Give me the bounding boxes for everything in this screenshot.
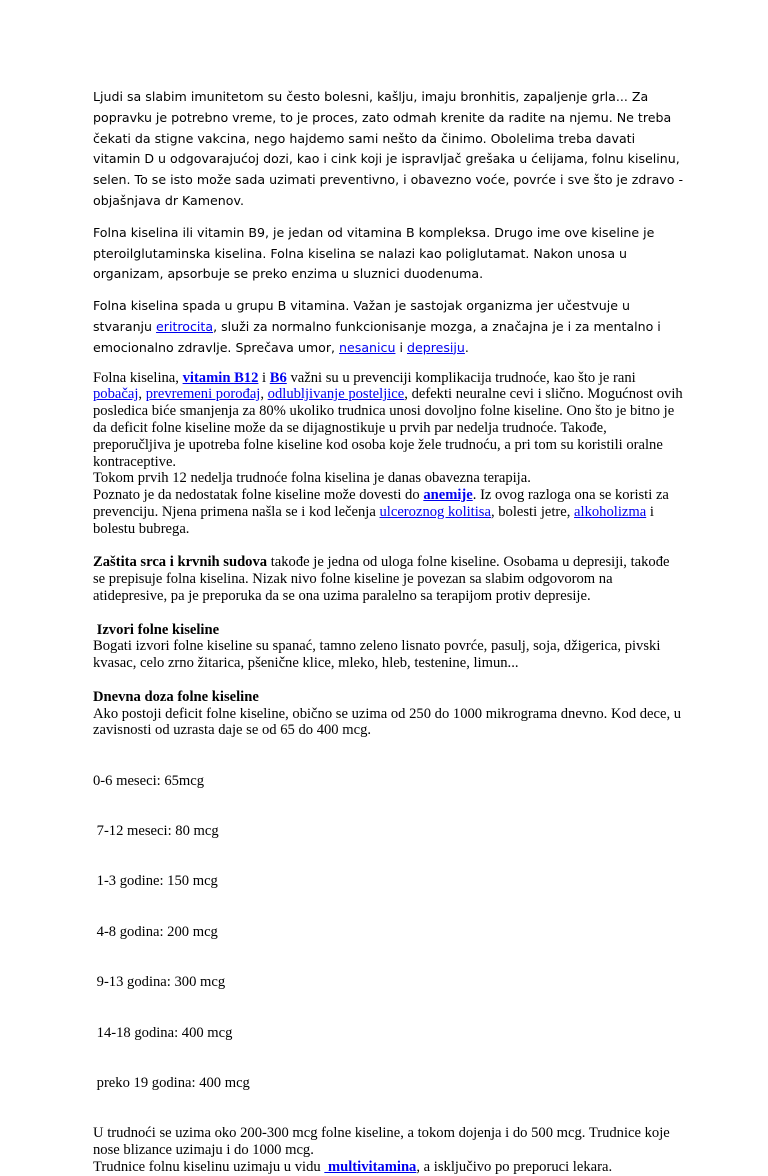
text-span: , — [260, 386, 268, 403]
text-span: , bolesti jetre, — [490, 503, 575, 520]
link-prevremeni-porodaj[interactable]: prevremeni porođaj — [145, 386, 261, 403]
dose-heading — [93, 689, 683, 706]
link-multivitamina[interactable]: multivitamina — [324, 1159, 417, 1176]
text-span: , — [138, 386, 146, 403]
text-span: Trudnice folnu kiselinu uzimaju u vidu — [93, 1159, 325, 1176]
spacer — [93, 672, 683, 689]
text-span: Folna kiselina, — [93, 369, 183, 386]
dose-item: preko 19 godina: 400 mcg — [93, 1075, 250, 1092]
link-vitamin-b12[interactable]: vitamin B12 — [182, 369, 259, 386]
document-page — [93, 87, 683, 1176]
link-alkoholizma[interactable]: alkoholizma — [574, 503, 647, 520]
spacer — [93, 538, 683, 555]
link-odlubljivanje-posteljice[interactable]: odlubljivanje posteljice — [267, 386, 405, 403]
dose-item: 14-18 godina: 400 mcg — [93, 1024, 233, 1041]
dose-multivitamin — [93, 1159, 683, 1176]
sources-heading-text: Izvori folne kiseline — [93, 621, 220, 638]
dose-item: 9-13 godina: 300 mcg — [93, 974, 226, 991]
text-span: . — [464, 339, 469, 355]
link-eritrocita[interactable]: eritrocita — [156, 318, 214, 334]
paragraph-first-weeks: Tokom prvih 12 nedelja trudnoće folna kiselina je danas obavezna terapija. — [93, 470, 531, 487]
text-span: , služi za normalno funkcionisanje mozga, a značajna je i za mentalno i emocionalno zdravlje. Sprečava umor, — [93, 318, 661, 355]
paragraph-immunity: Ljudi sa slabim imunitetom su često bolesni, kašlju, imaju bronhitis, zapaljenje grla... Za popravku je potrebno vreme, to je proces, zato odmah krenite da radite na njemu. Ne treba čekati da stigne vakcina, nego hajdemo sami nešto da činimo. Obolelima treba davati vitamin D u odgovarajućoj dozi, kao i cink koji je ispravljač grešaka u ćelijama, folnu kiselinu, selen. To se isto može sada uzimati preventivno, i obavezno voće, povrće i sve što je zdravo - objašnjava dr Kamenov. — [93, 89, 683, 208]
sources-heading — [93, 622, 683, 639]
text-span: . Iz ovog razloga ona se koristi za prevenciju. Njena primena našla se i kod lečenja — [93, 487, 669, 520]
heart-heading: Zaštita srca i krvnih sudova — [93, 554, 268, 571]
link-ulceroznog-kolitisa[interactable]: ulceroznog kolitisa — [379, 503, 491, 520]
text-span: Poznato je da nedostatak folne kiseline može dovesti do — [93, 487, 424, 504]
link-anemije[interactable]: anemije — [423, 487, 473, 504]
dose-heading-text: Dnevna doza folne kiseline — [93, 688, 259, 705]
dose-item: 4-8 godina: 200 mcg — [93, 923, 218, 940]
link-depresiju[interactable]: depresiju — [406, 339, 465, 355]
text-span: , defekti neuralne cevi i slično. Mogućnost ovih posledica biće smanjenja za 80% ukoliko trudnica unosi dovoljno folne kiseline. Ono što je bitno je da deficit folne kiseline može da se dijagnostikuje u prvih par nedelja trudnoće. Takođe, preporučljiva je upotreba folne kiseline kod osoba koje žele trudnoću, a pri tom su koristili oralne kontraceptive. — [93, 386, 683, 470]
paragraph-anemia — [93, 487, 683, 537]
text-span: takođe je jedna od uloga folne kiseline. Osobama u depresiji, takođe se prepisuje folna kiselina. Nizak nivo folne kiseline je povezan sa slabim odgovorom na atidepresive, pa je preporuka da se ona uzima paralelno sa terapijom protiv depresije. — [93, 554, 670, 604]
text-span: i — [395, 339, 407, 355]
text-span: važni su u prevenciji komplikacija trudnoće, kao što je rani — [286, 369, 636, 386]
pregnancy-section — [93, 370, 683, 1176]
dose-list — [93, 739, 683, 1125]
dose-item: 0-6 meseci: 65mcg — [93, 772, 205, 789]
sources-text: Bogati izvori folne kiseline su spanać, tamno zeleno lisnato povrće, pasulj, soja, džigerica, pivski kvasac, celo zrno žitarica, pšenične klice, mleko, hleb, testenine, limun... — [93, 638, 661, 672]
paragraph-folic-function — [93, 296, 683, 358]
paragraph-pregnancy — [93, 370, 683, 471]
dose-intro: Ako postoji deficit folne kiseline, obično se uzima od 250 do 1000 mikrograma dnevno. Kod dece, u zavisnosti od uzrasta daje se od 65 do 400 mcg. — [93, 705, 682, 739]
text-span: Folna kiselina spada u grupu B vitamina. Važan je sastojak organizma jer učestvuje u stvaranju — [93, 298, 630, 334]
link-pobacaj[interactable]: pobačaj — [93, 386, 139, 403]
link-b6[interactable]: B6 — [269, 369, 287, 386]
dose-item: 7-12 meseci: 80 mcg — [93, 823, 219, 840]
text-span: , a isključivo po preporuci lekara. — [416, 1159, 613, 1176]
link-nesanicu[interactable]: nesanicu — [339, 339, 396, 355]
text-span: i — [258, 369, 270, 386]
spacer — [93, 605, 683, 622]
text-span: i bolestu bubrega. — [93, 503, 654, 537]
paragraph-heart — [93, 554, 683, 604]
paragraph-folic-definition: Folna kiselina ili vitamin B9, je jedan od vitamina B kompleksa. Drugo ime ove kiseline je pteroilglutaminska kiselina. Folna kiselina se nalazi kao poliglutamat. Nakon unosa u organizam, apsorbuje se preko enzima u sluznici duodenuma. — [93, 224, 655, 282]
dose-item: 1-3 godine: 150 mcg — [93, 873, 218, 890]
dose-pregnancy: U trudnoći se uzima oko 200-300 mcg folne kiseline, a tokom dojenja i do 500 mcg. Trudnice koje nose blizance uzimaju i do 1000 mcg. — [93, 1125, 670, 1159]
